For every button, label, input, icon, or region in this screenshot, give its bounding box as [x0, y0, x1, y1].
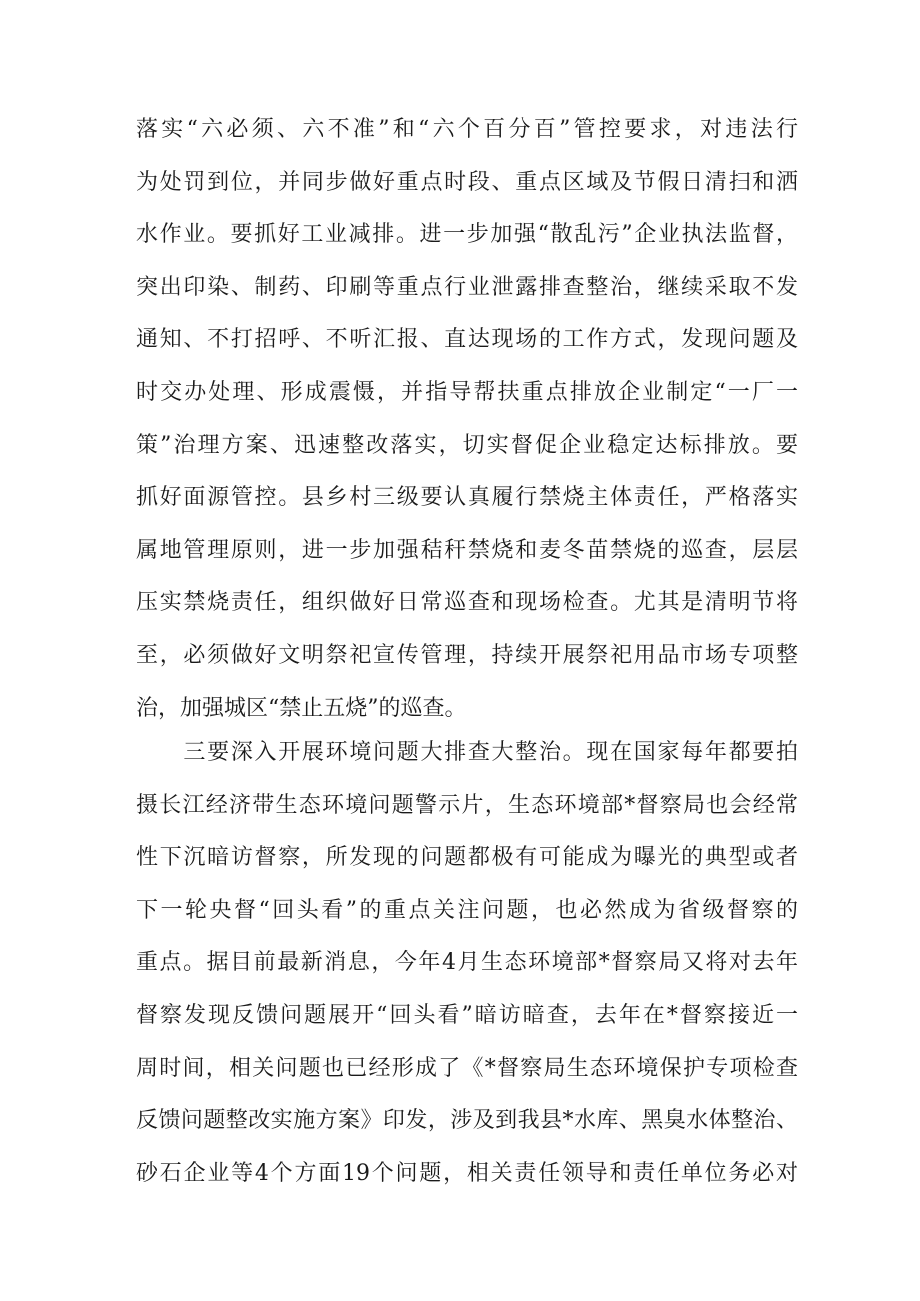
text-line: 砂石企业等4个方面19个问题，相关责任领导和责任单位务必对: [136, 1160, 798, 1186]
text-line: 治，加强城区“禁止五烧”的巡查。: [136, 695, 467, 721]
text-line: 性下沉暗访督察，所发现的问题都极有可能成为曝光的典型或者: [136, 845, 798, 871]
text-line: 三要深入开展环境问题大排查大整治。现在国家每年都要拍: [136, 740, 798, 765]
text-line: 抓好面源管控。县乡村三级要认真履行禁烧主体责任，严格落实: [136, 485, 798, 511]
text-line: 为处罚到位，并同步做好重点时段、重点区域及节假日清扫和洒: [136, 169, 798, 195]
text-line: 策”治理方案、迅速整改落实，切实督促企业稳定达标排放。要: [136, 432, 798, 458]
text-line: 水作业。要抓好工业减排。进一步加强“散乱污”企业执法监督，: [136, 222, 798, 248]
text-line: 通知、不打招呼、不听汇报、直达现场的工作方式，发现问题及: [136, 327, 798, 353]
text-line: 摄长江经济带生态环境问题警示片，生态环境部*督察局也会经常: [136, 792, 798, 818]
text-line: 周时间，相关问题也已经形成了《*督察局生态环境保护专项检查: [136, 1055, 798, 1081]
text-line: 压实禁烧责任，组织做好日常巡查和现场检查。尤其是清明节将: [136, 590, 798, 616]
text-line: 反馈问题整改实施方案》印发，涉及到我县*水库、黑臭水体整治、: [136, 1108, 798, 1134]
paragraph-2: [136, 727, 798, 1200]
text-line: 落实“六必须、六不准”和“六个百分百”管控要求，对违法行: [136, 117, 798, 142]
text-line: 属地管理原则，进一步加强秸秆禁烧和麦冬苗禁烧的巡查，层层: [136, 537, 798, 563]
text-line: 督察发现反馈问题展开“回头看”暗访暗查，去年在*督察接近一: [136, 1002, 798, 1028]
text-line: 至，必须做好文明祭祀宣传管理，持续开展祭祀用品市场专项整: [136, 642, 798, 668]
text-line: 突出印染、制药、印刷等重点行业泄露排查整治，继续采取不发: [136, 274, 798, 300]
paragraph-1: [136, 104, 798, 735]
text-line: 下一轮央督“回头看”的重点关注问题，也必然成为省级督察的: [136, 897, 798, 923]
text-line: 重点。据目前最新消息，今年4月生态环境部*督察局又将对去年: [136, 950, 798, 976]
text-line: 时交办处理、形成震慑，并指导帮扶重点排放企业制定“一厂一: [136, 379, 798, 405]
